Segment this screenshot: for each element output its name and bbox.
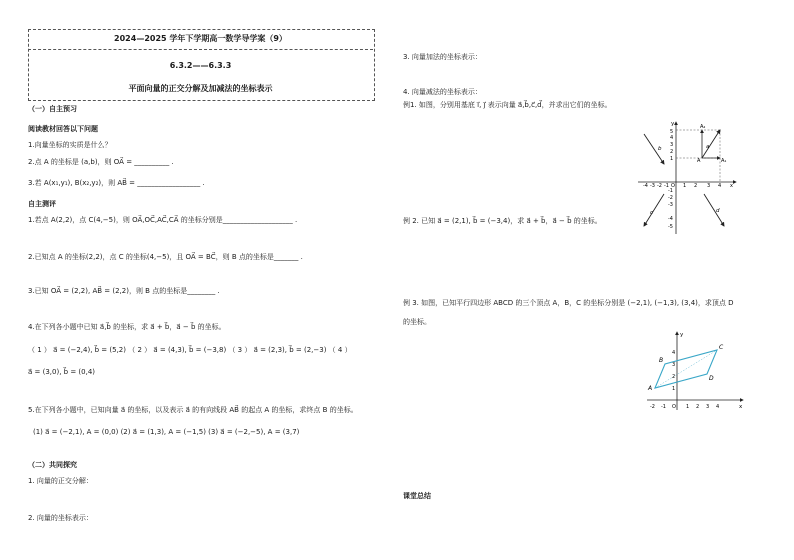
svg-text:-4: -4 [643, 183, 648, 189]
svg-text:-2: -2 [650, 404, 655, 410]
svg-text:A₂: A₂ [700, 124, 706, 130]
svg-text:2: 2 [672, 374, 676, 380]
question-3: 3.若 A(x₁,y₁), B(x₂,y₂)，则 AB⃗ = __________________ . [28, 179, 205, 187]
read-heading: 阅读教材回答以下问题 [28, 125, 98, 133]
question-1: 1.向量坐标的实质是什么？ [28, 141, 112, 149]
svg-text:2: 2 [670, 149, 674, 155]
question-2: 2.点 A 的坐标是 (a,b)，则 OA⃗ = __________ . [28, 158, 174, 166]
y-axis-label: y [671, 121, 675, 127]
example-1: 例1. 如图，分别用基底 i⃗, j⃗ 表示向量 a⃗,b⃗,c⃗,d⃗，并求出它们的坐标。 [403, 101, 612, 109]
svg-text:d: d [716, 208, 720, 214]
summary-heading: 课堂总结 [403, 492, 431, 500]
svg-text:A: A [697, 158, 701, 164]
y-axis-label: y [680, 332, 684, 338]
self-test-heading: 自主测评 [28, 200, 56, 208]
right-item-4: 4. 向量减法的坐标表示： [403, 88, 482, 96]
svg-text:-1: -1 [664, 183, 669, 189]
svg-text:B: B [659, 357, 664, 364]
svg-text:3: 3 [670, 142, 674, 148]
svg-text:1: 1 [670, 156, 674, 162]
svg-text:4: 4 [716, 404, 720, 410]
svg-text:2: 2 [696, 404, 700, 410]
part2-heading: （二）共同探究 [28, 461, 77, 469]
test-5: 5.在下列各小题中，已知向量 a⃗ 的坐标，以及表示 a⃗ 的有向线段 AB⃗ 的起点 A 的坐标，求终点 B 的坐标。 [28, 406, 358, 414]
test-1: 1.若点 A(2,2)，点 C(4,−5)，则 OA⃗,OC⃗,AC⃗,CA⃗ 的坐标分别是____________________ . [28, 216, 298, 224]
part1-heading: （一）自主预习 [28, 105, 77, 113]
vector-c [644, 194, 664, 226]
test-4: 4.在下列各小题中已知 a⃗,b⃗ 的坐标，求 a⃗ + b⃗，a⃗ − b⃗ 的坐标。 [28, 323, 226, 331]
test-2: 2.已知点 A 的坐标(2,2)，点 C 的坐标(4,−5)，且 OA⃗ = BC⃗，则 B 点的坐标是_______ . [28, 253, 303, 261]
test-5-options: (1) a⃗ = (−2,1), A = (0,0) (2) a⃗ = (1,3), A = (−1,5) (3) a⃗ = (−2,−5), A = (3,7) [33, 428, 300, 436]
svg-text:-2: -2 [668, 195, 673, 201]
svg-text:-1: -1 [668, 188, 673, 194]
explore-1: 1. 向量的正交分解： [28, 477, 93, 485]
svg-text:D: D [709, 375, 714, 382]
svg-text:x: x [730, 183, 733, 189]
test-3: 3.已知 OA⃗ = (2,2), AB⃗ = (2,2)，则 B 点的坐标是________ . [28, 287, 220, 295]
svg-text:2: 2 [694, 183, 698, 189]
svg-text:3: 3 [706, 404, 710, 410]
svg-text:3: 3 [672, 362, 676, 368]
svg-text:A: A [648, 385, 653, 392]
example-2: 例 2. 已知 a⃗ = (2,1), b⃗ = (−3,4)，求 a⃗ + b⃗，a⃗ − b⃗ 的坐标。 [403, 217, 602, 225]
svg-text:-4: -4 [668, 216, 673, 222]
svg-text:4: 4 [670, 135, 674, 141]
svg-text:1: 1 [672, 386, 676, 392]
test-4-options: （ 1 ） a⃗ = (−2,4), b⃗ = (5,2) （ 2 ） a⃗ = (4,3), b⃗ = (−3,8) （ 3 ） a⃗ = (2,3), b⃗ = (2,−3) （ 4 ） [28, 346, 352, 354]
right-item-3: 3. 向量加法的坐标表示： [403, 53, 482, 61]
vector-d [704, 194, 724, 226]
page-subtitle: 平面向量的正交分解及加减法的坐标表示 [128, 84, 273, 93]
vector-figure-1 [630, 118, 742, 236]
explore-2: 2. 向量的坐标表示： [28, 514, 93, 522]
header-divider [28, 49, 373, 50]
svg-text:-2: -2 [657, 183, 662, 189]
svg-text:A₁: A₁ [721, 158, 727, 164]
vector-a [702, 130, 720, 158]
svg-text:b: b [658, 146, 662, 152]
svg-text:C: C [719, 344, 724, 351]
svg-text:-3: -3 [668, 202, 673, 208]
svg-text:1: 1 [683, 183, 687, 189]
example-3-cont: 的坐标。 [403, 318, 431, 326]
test-4-option-4: a⃗ = (3,0), b⃗ = (0,4) [28, 368, 96, 376]
svg-text:3: 3 [707, 183, 711, 189]
svg-text:O: O [671, 183, 675, 189]
example-3: 例 3. 如图，已知平行四边形 ABCD 的三个顶点 A，B，C 的坐标分别是 (−2,1), (−1,3), (3,4)，求顶点 D [403, 299, 734, 307]
svg-text:4: 4 [718, 183, 722, 189]
x-axis-label: x [739, 404, 743, 410]
svg-text:a: a [706, 144, 710, 150]
svg-text:4: 4 [672, 350, 676, 356]
svg-text:-3: -3 [650, 183, 655, 189]
svg-text:5: 5 [670, 129, 674, 135]
svg-text:-5: -5 [668, 224, 673, 230]
svg-text:-1: -1 [661, 404, 666, 410]
parallelogram-figure [645, 330, 745, 412]
svg-text:c: c [650, 210, 654, 216]
page-title: 2024—2025 学年下学期高一数学导学案（9） [114, 34, 287, 43]
svg-text:O: O [672, 404, 676, 410]
svg-text:1: 1 [686, 404, 690, 410]
section-number: 6.3.2——6.3.3 [169, 61, 232, 70]
